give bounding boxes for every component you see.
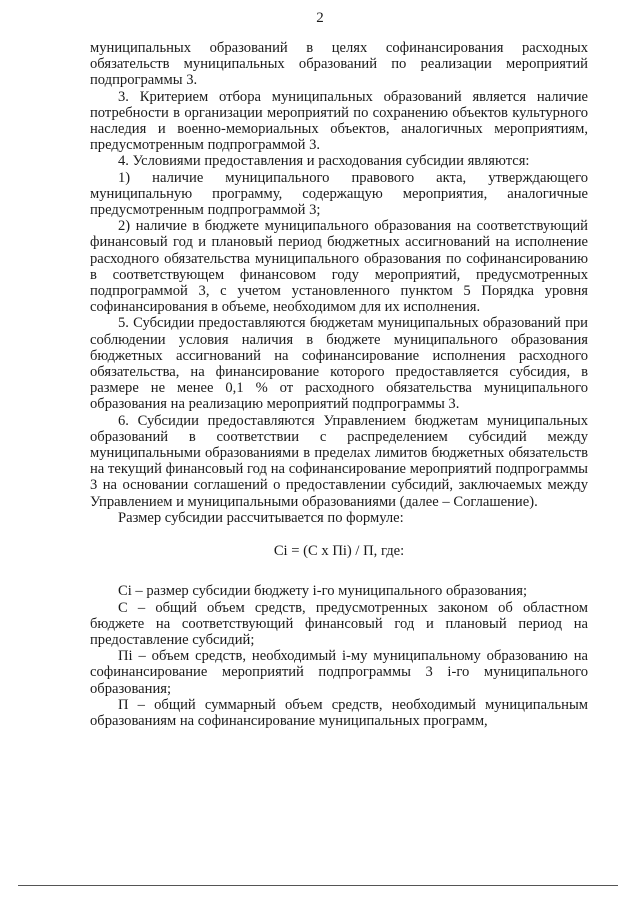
definition-ci: Ci – размер субсидии бюджету i-го муниципального образования; [118,583,527,600]
paragraph-continuation: муниципальных образований в целях софинансирования расходных обязательств муниципальных образований по реализации мероприятий подпрограммы 3. [90,40,588,89]
paragraph-formula-intro: Размер субсидии рассчитывается по формуле: [118,509,404,526]
paragraph-item-5: 5. Субсидии предоставляются бюджетам муниципальных образований при соблюдении условия наличия в бюджете муниципального образования бюджетных ассигнований на софинансирование исполнения расходного обязательства, на финансирование которого предоставляется субсидия, в размере не менее 0,1 % от расходного обязательства муниципального образования на реализацию мероприятий подпрограммы 3. [90,315,588,413]
definition-pi: Пi – объем средств, необходимый i-му муниципальному образованию на софинансирование мероприятий подпрограммы 3 i-го муниципального образования; [90,648,588,697]
paragraph-item-6: 6. Субсидии предоставляются Управлением бюджетам муниципальных образований в соответствии с распределением субсидий между муниципальными образованиями в пределах лимитов бюджетных обязательств на текущий финансовый год на софинансирование мероприятий подпрограммы 3 на основании соглашений о предоставлении субсидий, заключаемых между Управлением и муниципальными образованиями (далее – Соглашение). [90,412,588,510]
definition-p: П – общий суммарный объем средств, необходимый муниципальным образованиям на софинансирование муниципальных программ, [90,696,588,729]
page-number: 2 [316,10,324,26]
formula: Ci = (C x Пi) / П, где: [273,543,405,560]
paragraph-subitem-2: 2) наличие в бюджете муниципального образования на соответствующий финансовый год и плановый период бюджетных ассигнований на исполнение расходного обязательства муниципального образования по софинансированию в соответствующем финансовом году мероприятий, предусмотренных подпрограммой 3, с учетом установленного пунктом 5 Порядка уровня софинансирования в объеме, необходимом для их исполнения. [90,218,588,316]
paragraph-item-4: 4. Условиями предоставления и расходования субсидии являются: [118,153,530,170]
bottom-divider [18,885,618,886]
definition-c: C – общий объем средств, предусмотренных законом об областном бюджете на соответствующий финансовый год и плановый период на предоставление субсидий; [90,599,588,648]
document-body [90,40,588,729]
paragraph-item-3: 3. Критерием отбора муниципальных образований является наличие потребности в организации мероприятий по сохранению объектов культурного наследия и военно-мемориальных объектов, аналогичных мероприятиям, предусмотренным подпрограммой 3. [90,88,588,154]
paragraph-subitem-1: 1) наличие муниципального правового акта, утверждающего муниципальную программу, содержащую мероприятия, аналогичные предусмотренным подпрограммой 3; [90,169,588,219]
